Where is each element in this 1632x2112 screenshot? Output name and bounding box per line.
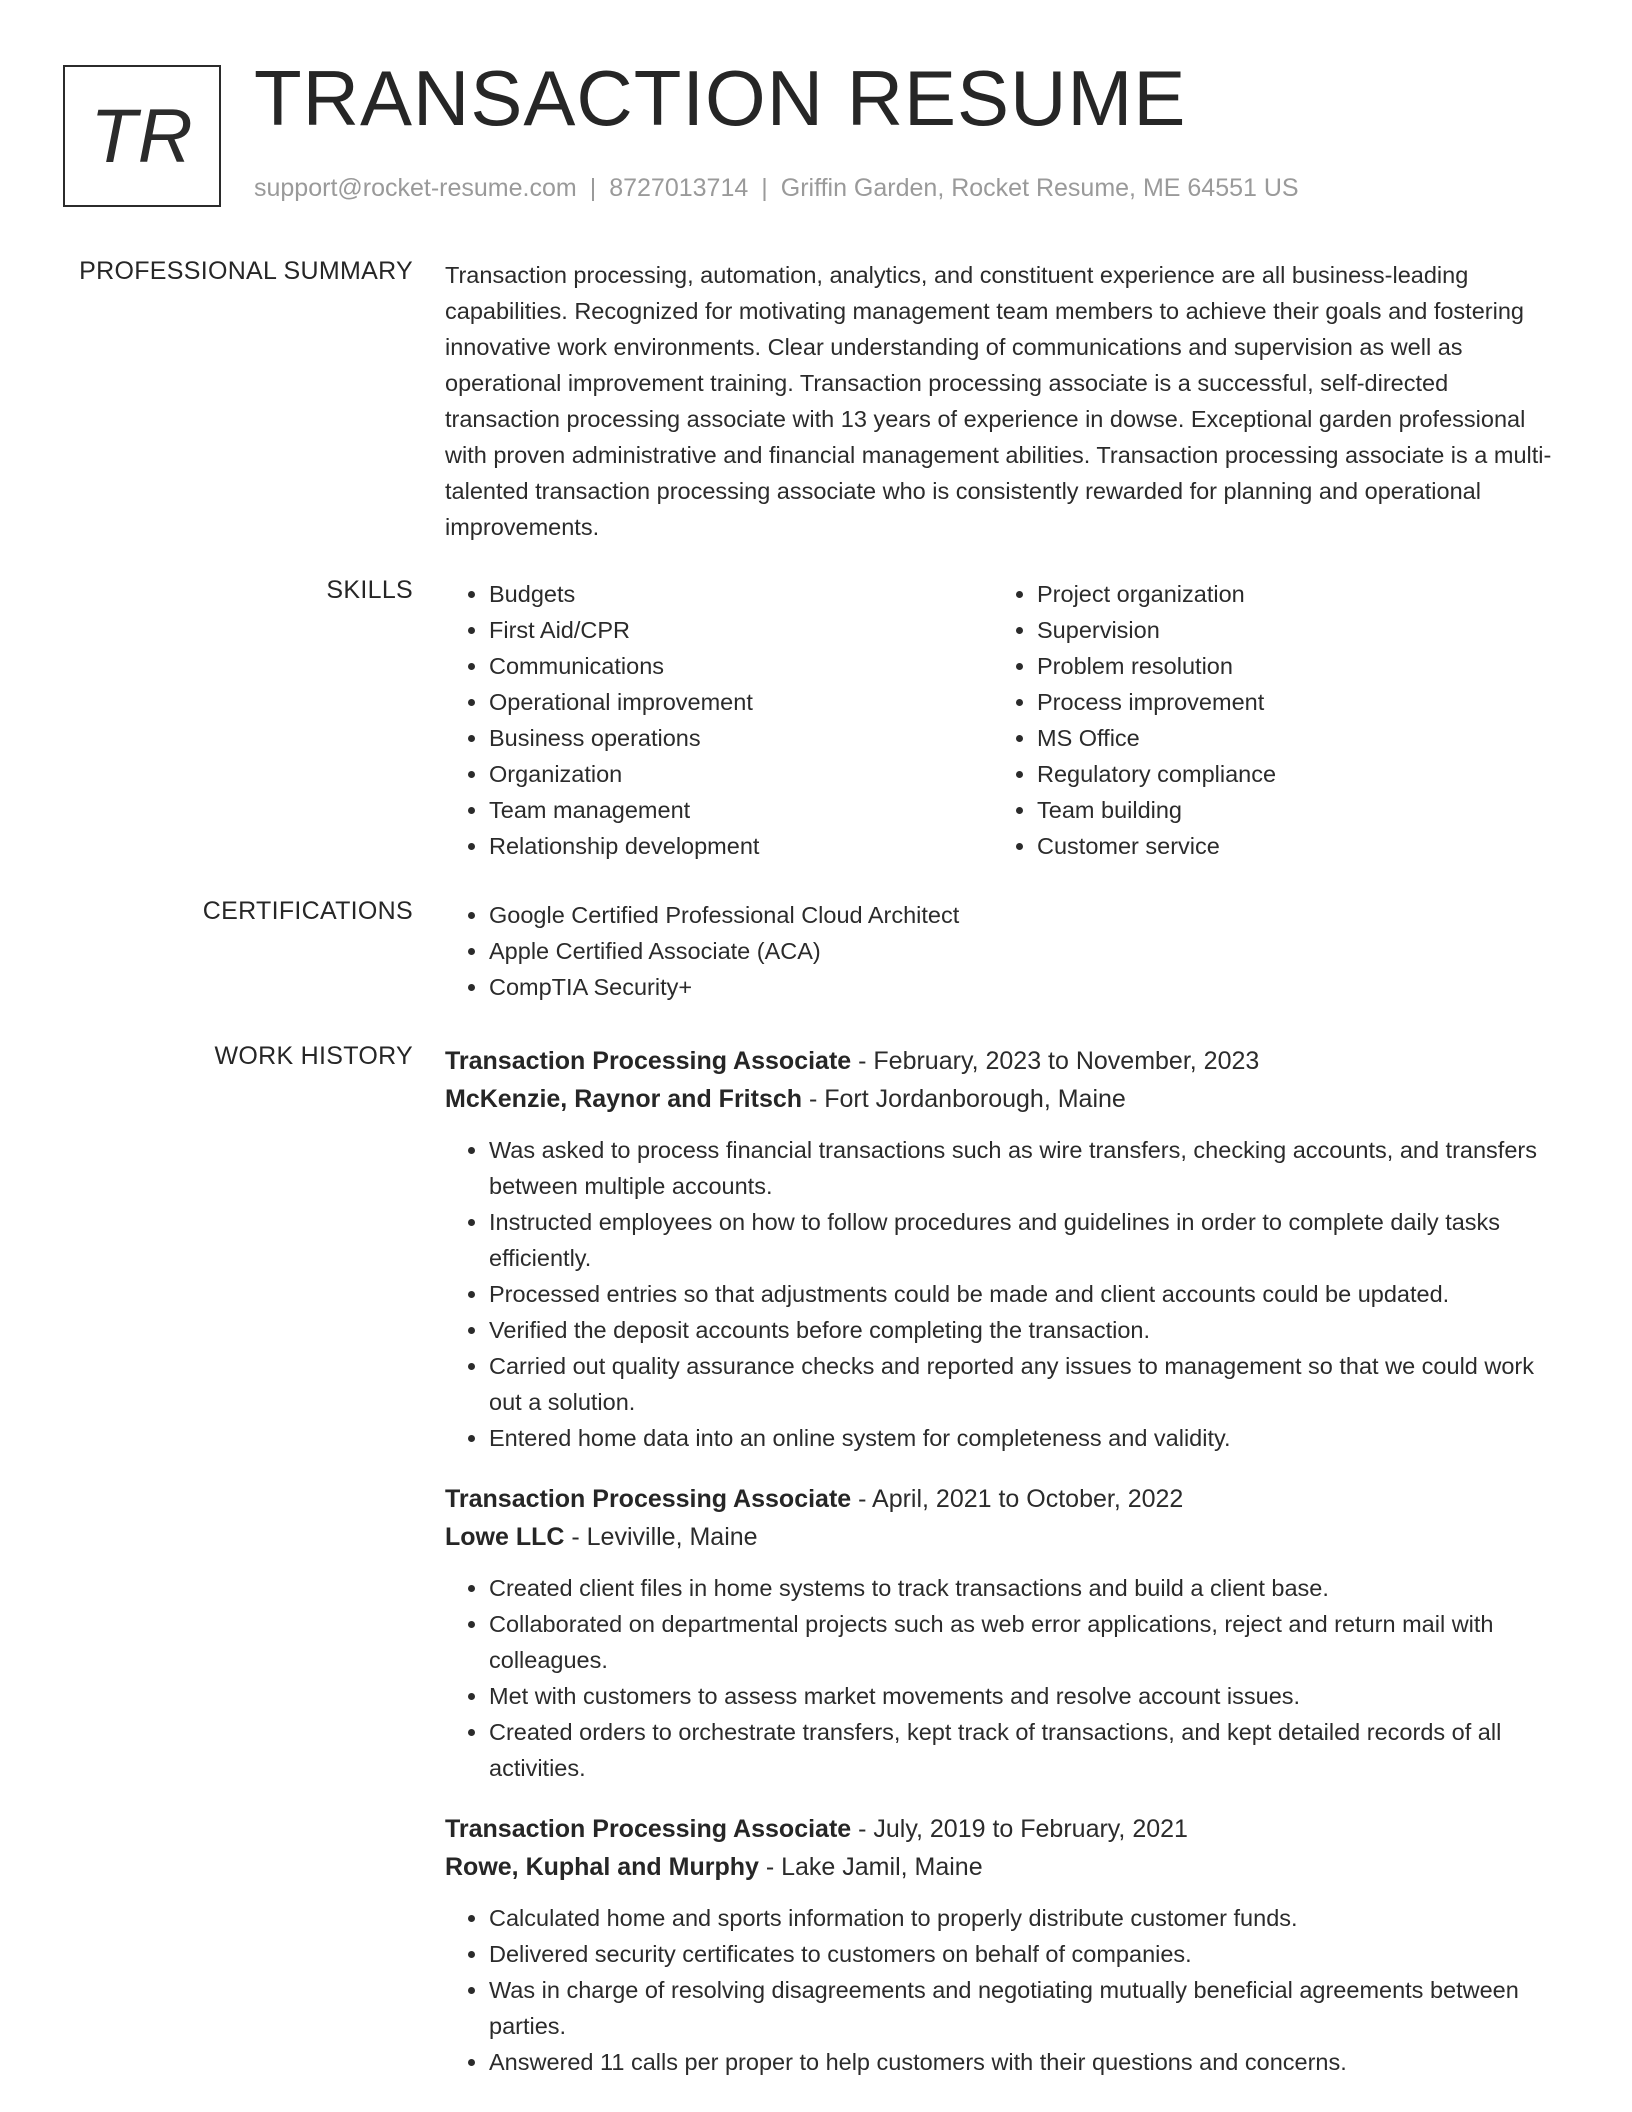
contact-line bbox=[254, 174, 1299, 203]
job-bullet: • Was in charge of resolving disagreements and negotiating mutually beneficial agreements between parties. bbox=[489, 1972, 1560, 2044]
job-bullets bbox=[445, 1132, 1560, 1456]
job-company-line bbox=[445, 1518, 1560, 1556]
certifications-list bbox=[445, 897, 1560, 1005]
skill-item: • Supervision bbox=[1037, 612, 1541, 648]
skill-item: • Business operations bbox=[489, 720, 993, 756]
job-location: - Lake Jamil, Maine bbox=[758, 1853, 983, 1881]
job-location: - Leviville, Maine bbox=[564, 1523, 758, 1551]
skill-item: • First Aid/CPR bbox=[489, 612, 993, 648]
skill-item: • Problem resolution bbox=[1037, 648, 1541, 684]
job-bullets bbox=[445, 1900, 1560, 2080]
job-entry bbox=[445, 1810, 1560, 2080]
job-entry bbox=[445, 1042, 1560, 1456]
job-dates: - February, 2023 to November, 2023 bbox=[851, 1047, 1260, 1075]
skill-item: • Process improvement bbox=[1037, 684, 1541, 720]
summary-body bbox=[445, 257, 1560, 545]
skill-item: • MS Office bbox=[1037, 720, 1541, 756]
job-bullet: • Met with customers to assess market movements and resolve account issues. bbox=[489, 1678, 1560, 1714]
job-bullet: • Verified the deposit accounts before completing the transaction. bbox=[489, 1312, 1560, 1348]
job-title: Transaction Processing Associate bbox=[445, 1485, 852, 1513]
job-bullet: • Carried out quality assurance checks and reported any issues to management so that we could work out a solution. bbox=[489, 1348, 1560, 1420]
contact-phone: 8727013714 bbox=[609, 174, 749, 202]
job-title-line bbox=[445, 1480, 1560, 1518]
monogram-logo: TR bbox=[63, 65, 221, 207]
skill-item: • Organization bbox=[489, 756, 993, 792]
skills-body bbox=[445, 576, 1560, 864]
job-company: McKenzie, Raynor and Fritsch bbox=[445, 1085, 803, 1113]
job-location: - Fort Jordanborough, Maine bbox=[802, 1085, 1126, 1113]
section-label-work-history: WORK HISTORY bbox=[214, 1042, 413, 1070]
summary-text: Transaction processing, automation, analytics, and constituent experience are all business-leading capabilities. Recognized for motivating management team members to achieve their goals and fostering innovative work environments. Clear understanding of communications and supervision as well as operational improvement training. Transaction processing associate is a successful, self-directed transaction processing associate with 13 years of experience in dowse. Exceptional garden professional with proven administrative and financial management abilities. Transaction processing associate is a multi-talented transaction processing associate who is consistently rewarded for planning and operational improvements. bbox=[445, 262, 1552, 540]
skill-item: • Operational improvement bbox=[489, 684, 993, 720]
contact-separator: | bbox=[761, 174, 768, 202]
section-label-certifications: CERTIFICATIONS bbox=[202, 897, 413, 925]
skill-item: • Regulatory compliance bbox=[1037, 756, 1541, 792]
job-dates: - July, 2019 to February, 2021 bbox=[851, 1815, 1188, 1843]
job-title: Transaction Processing Associate bbox=[445, 1047, 852, 1075]
certification-item: • Google Certified Professional Cloud Architect bbox=[489, 897, 1560, 933]
section-label-skills: SKILLS bbox=[326, 576, 413, 604]
job-bullet: • Calculated home and sports information to properly distribute customer funds. bbox=[489, 1900, 1560, 1936]
certification-item: • CompTIA Security+ bbox=[489, 969, 1560, 1005]
skill-item: • Budgets bbox=[489, 576, 993, 612]
resume-name: TRANSACTION RESUME bbox=[254, 54, 1187, 142]
job-title-line bbox=[445, 1042, 1560, 1080]
job-title: Transaction Processing Associate bbox=[445, 1815, 852, 1843]
job-title-line bbox=[445, 1810, 1560, 1848]
job-bullets bbox=[445, 1570, 1560, 1786]
skill-item: • Team building bbox=[1037, 792, 1541, 828]
certification-item: • Apple Certified Associate (ACA) bbox=[489, 933, 1560, 969]
job-bullet: • Answered 11 calls per proper to help customers with their questions and concerns. bbox=[489, 2044, 1560, 2080]
work-history-body bbox=[445, 1042, 1560, 2104]
contact-separator: | bbox=[589, 174, 597, 202]
job-bullet: • Created client files in home systems to track transactions and build a client base. bbox=[489, 1570, 1560, 1606]
job-bullet: • Instructed employees on how to follow procedures and guidelines in order to complete daily tasks efficiently. bbox=[489, 1204, 1560, 1276]
skill-item: • Relationship development bbox=[489, 828, 993, 864]
contact-address: Griffin Garden, Rocket Resume, ME 64551 US bbox=[780, 174, 1299, 202]
job-company-line bbox=[445, 1080, 1560, 1118]
job-bullet: • Created orders to orchestrate transfers, kept track of transactions, and kept detailed records of all activities. bbox=[489, 1714, 1560, 1786]
skills-list-right bbox=[993, 576, 1541, 864]
job-company: Lowe LLC bbox=[445, 1523, 565, 1551]
job-bullet: • Entered home data into an online system for completeness and validity. bbox=[489, 1420, 1560, 1456]
skill-item: • Team management bbox=[489, 792, 993, 828]
job-bullet: • Delivered security certificates to customers on behalf of companies. bbox=[489, 1936, 1560, 1972]
job-dates: - April, 2021 to October, 2022 bbox=[851, 1485, 1184, 1513]
job-company: Rowe, Kuphal and Murphy bbox=[445, 1853, 759, 1881]
certifications-body bbox=[445, 897, 1560, 1005]
skill-item: • Customer service bbox=[1037, 828, 1541, 864]
job-entry bbox=[445, 1480, 1560, 1786]
job-bullet: • Processed entries so that adjustments could be made and client accounts could be updated. bbox=[489, 1276, 1560, 1312]
skills-list-left bbox=[445, 576, 993, 864]
skill-item: • Project organization bbox=[1037, 576, 1541, 612]
section-label-summary: PROFESSIONAL SUMMARY bbox=[79, 257, 413, 285]
contact-email: support@rocket-resume.com bbox=[254, 174, 577, 202]
job-bullet: • Collaborated on departmental projects such as web error applications, reject and return mail with colleagues. bbox=[489, 1606, 1560, 1678]
job-company-line bbox=[445, 1848, 1560, 1886]
skill-item: • Communications bbox=[489, 648, 993, 684]
job-bullet: • Was asked to process financial transactions such as wire transfers, checking accounts, and transfers between multiple accounts. bbox=[489, 1132, 1560, 1204]
